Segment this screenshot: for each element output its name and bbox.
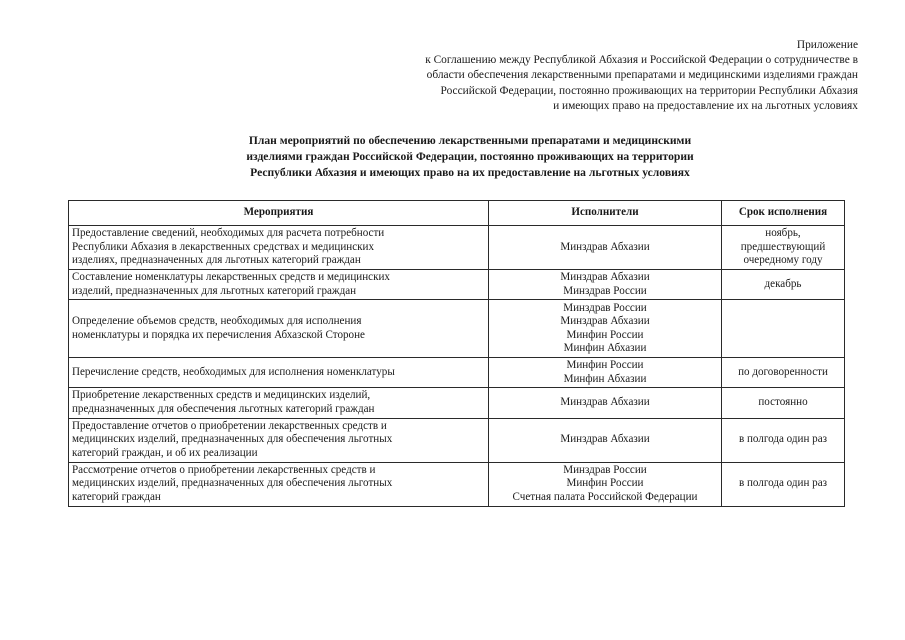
header-activity: Мероприятия — [69, 201, 489, 226]
appendix-line: области обеспечения лекарственными препаратами и медицинскими изделиями граждан — [426, 69, 858, 82]
cell-executors: Минздрав России Минфин России Счетная палата Российской Федерации — [489, 462, 722, 506]
cell-deadline: в полгода один раз — [722, 418, 845, 462]
cell-activity: Предоставление сведений, необходимых для расчета потребности Республики Абхазия в лекарственных средствах и медицинских изделиях, предназначенных для льготных категорий граждан — [69, 226, 489, 270]
header-executors: Исполнители — [489, 201, 722, 226]
appendix-header — [338, 38, 858, 114]
cell-executors: Минздрав Абхазии Минздрав России — [489, 270, 722, 300]
cell-executors: Минфин России Минфин Абхазии — [489, 358, 722, 388]
document-title — [150, 133, 790, 180]
table-row — [69, 418, 845, 462]
cell-executors: Минздрав Абхазии — [489, 418, 722, 462]
cell-deadline — [722, 300, 845, 358]
table-row — [69, 358, 845, 388]
table-row — [69, 226, 845, 270]
cell-activity: Перечисление средств, необходимых для исполнения номенклатуры — [69, 358, 489, 388]
cell-executors: Минздрав Абхазии — [489, 226, 722, 270]
table-row — [69, 388, 845, 418]
cell-deadline: по договоренности — [722, 358, 845, 388]
cell-executors: Минздрав Абхазии — [489, 388, 722, 418]
table-header-row — [69, 201, 845, 226]
table-row — [69, 462, 845, 506]
title-line: изделиями граждан Российской Федерации, постоянно проживающих на территории — [246, 149, 694, 163]
appendix-line: Приложение — [796, 39, 858, 51]
cell-activity: Определение объемов средств, необходимых для исполнения номенклатуры и порядка их перечисления Абхазской Стороне — [69, 300, 489, 358]
cell-activity: Приобретение лекарственных средств и медицинских изделий, предназначенных для обеспечения льготных категорий граждан — [69, 388, 489, 418]
cell-deadline: в полгода один раз — [722, 462, 845, 506]
table-row — [69, 300, 845, 358]
plan-table — [68, 200, 845, 507]
appendix-line: к Соглашению между Республикой Абхазия и Российской Федерации о сотрудничестве в — [425, 54, 858, 67]
cell-executors: Минздрав России Минздрав Абхазии Минфин России Минфин Абхазии — [489, 300, 722, 358]
cell-activity: Составление номенклатуры лекарственных средств и медицинских изделий, предназначенных для льготных категорий граждан — [69, 270, 489, 300]
cell-deadline: декабрь — [722, 270, 845, 300]
cell-deadline: постоянно — [722, 388, 845, 418]
table-row — [69, 270, 845, 300]
appendix-line: и имеющих право на предоставление их на льготных условиях — [553, 99, 858, 112]
cell-activity: Предоставление отчетов о приобретении лекарственных средств и медицинских изделий, предназначенных для обеспечения льготных категорий граждан, и об их реализации — [69, 418, 489, 462]
title-line: План мероприятий по обеспечению лекарственными препаратами и медицинскими — [248, 134, 692, 147]
cell-deadline: ноябрь, предшествующий очередному году — [722, 226, 845, 270]
cell-activity: Рассмотрение отчетов о приобретении лекарственных средств и медицинских изделий, предназначенных для обеспечения льготных категорий граждан — [69, 462, 489, 506]
appendix-line: Российской Федерации, постоянно проживающих на территории Республики Абхазия — [440, 84, 858, 97]
header-deadline: Срок исполнения — [722, 201, 845, 226]
title-line: Республики Абхазия и имеющих право на их предоставление на льготных условиях — [250, 165, 690, 179]
